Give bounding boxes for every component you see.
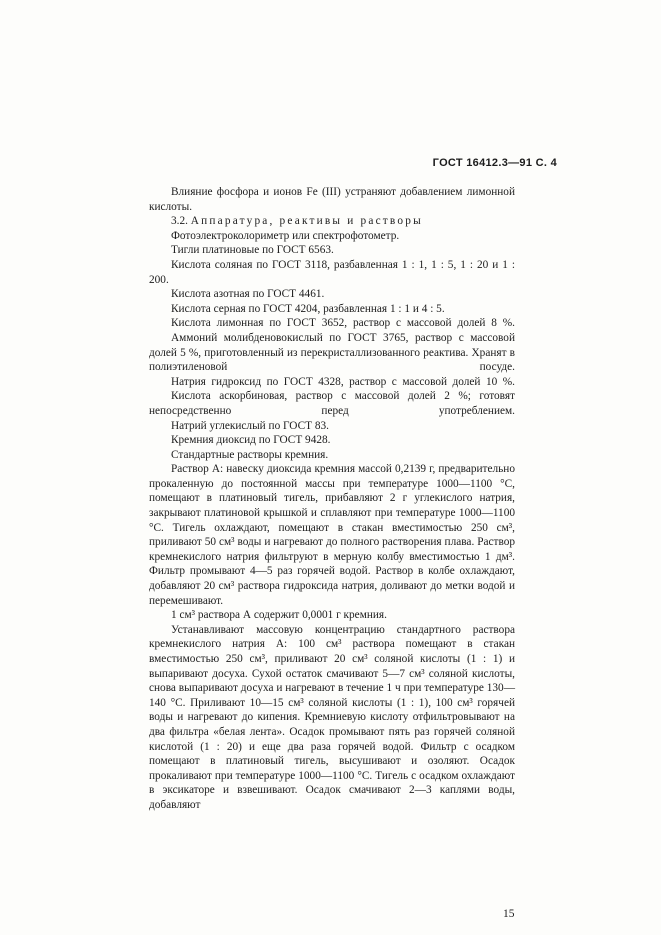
paragraph: Кислота азотная по ГОСТ 4461. — [171, 288, 325, 301]
paragraph: Раствор А: навеску диоксида кремния массой 0,2139 г, предварительно прокаленную до постоянной массы при температуре 1000—1100 °С, помещают в платиновый тигель, прибавляют 2 г углекислого натрия, закрывают платиновой крышкой и сплавляют при температуре 1000—1100 °С. Тигель охлаждают, помещают в стакан вместимостью 250 см³, приливают 50 см³ воды и нагревают до полного растворения плава. Раствор кремнекислого натрия фильтруют в мерную колбу вместимостью 1 дм³. Фильтр промывают 4—5 раз горячей водой. Раствор в колбе охлаждают, добавляют 20 см³ раствора гидроксида натрия, доливают до метки водой и перемешивают. — [149, 463, 515, 607]
paragraph: Тигли платиновые по ГОСТ 6563. — [171, 244, 334, 257]
section-number: 3.2. — [171, 215, 188, 228]
page-number: 15 — [503, 908, 515, 920]
paragraph: Фотоэлектроколориметр или спектрофотометр. — [171, 229, 400, 242]
paragraph: Кислота соляная по ГОСТ 3118, разбавленная 1 : 1, 1 : 5, 1 : 20 и 1 : 200. — [149, 258, 515, 286]
paragraph: Натрия гидроксид по ГОСТ 4328, раствор с массовой долей 10 %. — [171, 375, 515, 388]
paragraph: Кислота серная по ГОСТ 4204, разбавленная 1 : 1 и 4 : 5. — [171, 302, 445, 315]
section-title: Аппаратура, реактивы и растворы — [190, 215, 423, 228]
paragraph: Кремния диоксид по ГОСТ 9428. — [171, 434, 331, 447]
body-text — [149, 185, 515, 813]
paragraph: Натрий углекислый по ГОСТ 83. — [171, 419, 329, 432]
paragraph: Стандартные растворы кремния. — [171, 448, 329, 461]
paragraph: Устанавливают массовую концентрацию стандартного раствора кремнекислого натрия А: 100 см³ раствора помещают в стакан вместимостью 250 см³, приливают 20 см³ соляной кислоты (1 : 1) и выпаривают досуха. Сухой остаток смачивают 5—7 см³ соляной кислоты, снова выпаривают досуха и нагревают в течение 1 ч при температуре 130—140 °С. Приливают 10—15 см³ соляной кислоты (1 : 1), 100 см³ горячей воды и нагревают до кипения. Кремниевую кислоту отфильтровывают на два фильтра «белая лента». Осадок промывают пять раз горячей соляной кислотой (1 : 20) и еще два раза горячей водой. Фильтр с осадком помещают в платиновый тигель, высушивают и озоляют. Осадок прокаливают при температуре 1000—1100 °С. Тигель с осадком охлаждают в эксикаторе и взвешивают. Осадок смачивают 2—3 каплями воды, добавляют — [149, 623, 515, 811]
document-header: ГОСТ 16412.3—91 С. 4 — [432, 157, 557, 169]
paragraph: Кислота аскорбиновая, раствор с массовой долей 2 %; готовят непосредственно перед употреблением. — [149, 390, 515, 417]
paragraph: Аммоний молибденовокислый по ГОСТ 3765, раствор с массовой долей 5 %, приготовленный из перекристаллизованного реактива. Хранят в полиэтиленовой посуде. — [149, 331, 515, 374]
paragraph: Кислота лимонная по ГОСТ 3652, раствор с массовой долей 8 %. — [171, 317, 515, 330]
paragraph: Влияние фосфора и ионов Fe (III) устраняют добавлением лимонной кислоты. — [149, 186, 515, 213]
paragraph: 1 см³ раствора А содержит 0,0001 г кремния. — [171, 609, 387, 622]
section-heading — [149, 214, 515, 229]
